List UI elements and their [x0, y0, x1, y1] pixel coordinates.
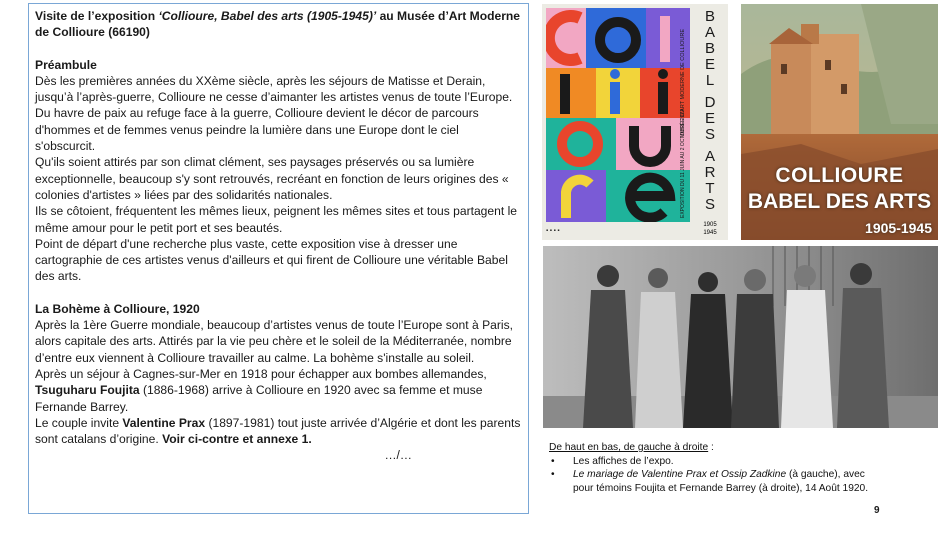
poster-footer-logos: ▪ ▪ ▪ ▪: [546, 228, 560, 234]
boheme-paragraph: Après la 1ère Guerre mondiale, beaucoup d’artistes venus de toute l’Europe sont à Paris, alors capitale des arts. Attirés par la vie peu chère et le soleil de la Méditerranée, nombre d’entre eux viennent à Collioure travailler au calme. La bohème s'installe au soleil.: [35, 318, 513, 365]
svg-text:B: B: [704, 8, 716, 25]
caption-item: • Les affiches de l’expo.: [551, 455, 674, 467]
poster-title-years: 1905-1945: [865, 220, 932, 236]
preambule-paragraph: Ils se côtoient, fréquentent les mêmes lieux, peignent les mêmes sites et tous partagent le même amour pour le petit port et ses beautés.: [35, 204, 517, 235]
main-text-box: [28, 3, 529, 514]
section-heading-boheme: La Bohème à Collioure, 1920: [35, 301, 200, 316]
continued-marker: …/…: [384, 448, 412, 463]
svg-text:1905: 1905: [703, 222, 717, 228]
exhibition-poster-painting: [741, 4, 938, 240]
preambule-paragraph: Dès les premières années du XXème siècle, après les séjours de Matisse et Derain, jusqu’à l’après-guerre, Collioure ne cesse d’aimanter les artistes venus de toute l’Europe.: [35, 73, 513, 105]
preambule-paragraph: Du havre de paix au refuge face à la guerre, Collioure devient le décor de parcours d'hommes et de femmes venus peindre la lumière dans une Europe dont le ciel s'obscurcit.: [35, 106, 479, 154]
svg-text:A: A: [704, 148, 716, 165]
caption-heading: De haut en bas, de gauche à droite :: [549, 442, 714, 453]
page-number: 9: [874, 505, 880, 516]
poster-title-line1: COLLIOURE: [775, 164, 904, 187]
preambule-paragraph: Qu'ils soient attirés par son climat clément, ses paysages préservés ou sa lumière exceptionnelle, beaucoup s'y sont retrouvés, recréant en fonction de leurs origines des « colonies d'artistes » liées par des solidarités nationales.: [35, 155, 509, 202]
svg-text:R: R: [704, 164, 716, 181]
boheme-paragraph-foujita: Après un séjour à Cagnes-sur-Mer en 1918 pour échapper aux bombes allemandes, Tsuguharu Foujita (1886-1968) arrive à Collioure en 1920 avec sa femme et muse Fernande Barrey.: [35, 366, 487, 414]
section-heading-preambule: Préambule: [35, 57, 97, 72]
poster-museum-text: MUSÉE D'ART MODERNE DE COLLIOURE: [680, 28, 686, 138]
document-title: Visite de l’exposition ‘Collioure, Babel des arts (1905-1945)’ au Musée d’Art Moderne de Collioure (66190): [35, 9, 521, 40]
exhibition-poster-colorful: [542, 4, 728, 240]
caption-item: • Le mariage de Valentine Prax et Ossip Zadkine (à gauche), avec pour témoins Foujita et Fernande Barrey (à droite), 14 Août 1920.: [551, 469, 869, 494]
svg-text:E: E: [704, 110, 716, 127]
poster-side-title: [692, 4, 728, 240]
wedding-photo: [543, 246, 938, 428]
poster-letter-art: [546, 8, 690, 222]
svg-text:D: D: [704, 94, 716, 111]
svg-text:E: E: [704, 56, 716, 73]
poster-title-line2: BABEL DES ARTS: [747, 190, 932, 213]
preambule-paragraph: Point de départ d'une recherche plus vaste, cette exposition vise à dresser une cartographie de ces artistes venus d'ailleurs et qui firent de Collioure une véritable Babel des arts.: [35, 236, 508, 284]
svg-text:A: A: [704, 24, 716, 41]
svg-text:S: S: [704, 126, 716, 143]
svg-text:L: L: [705, 72, 715, 89]
boheme-paragraph-prax: Le couple invite Valentine Prax (1897-1981) tout juste arrivée d’Algérie et dont les parents sont catalans d’origine. Voir ci-contre et annexe 1.: [35, 415, 521, 447]
svg-text:1945: 1945: [703, 230, 717, 236]
poster-dates-text: EXPOSITION DU 11 JUIN AU 2 OCTOBRE 2022: [680, 108, 686, 218]
svg-text:T: T: [705, 180, 715, 197]
photo-caption: [549, 441, 879, 495]
svg-text:B: B: [704, 40, 716, 57]
svg-text:S: S: [704, 196, 716, 213]
